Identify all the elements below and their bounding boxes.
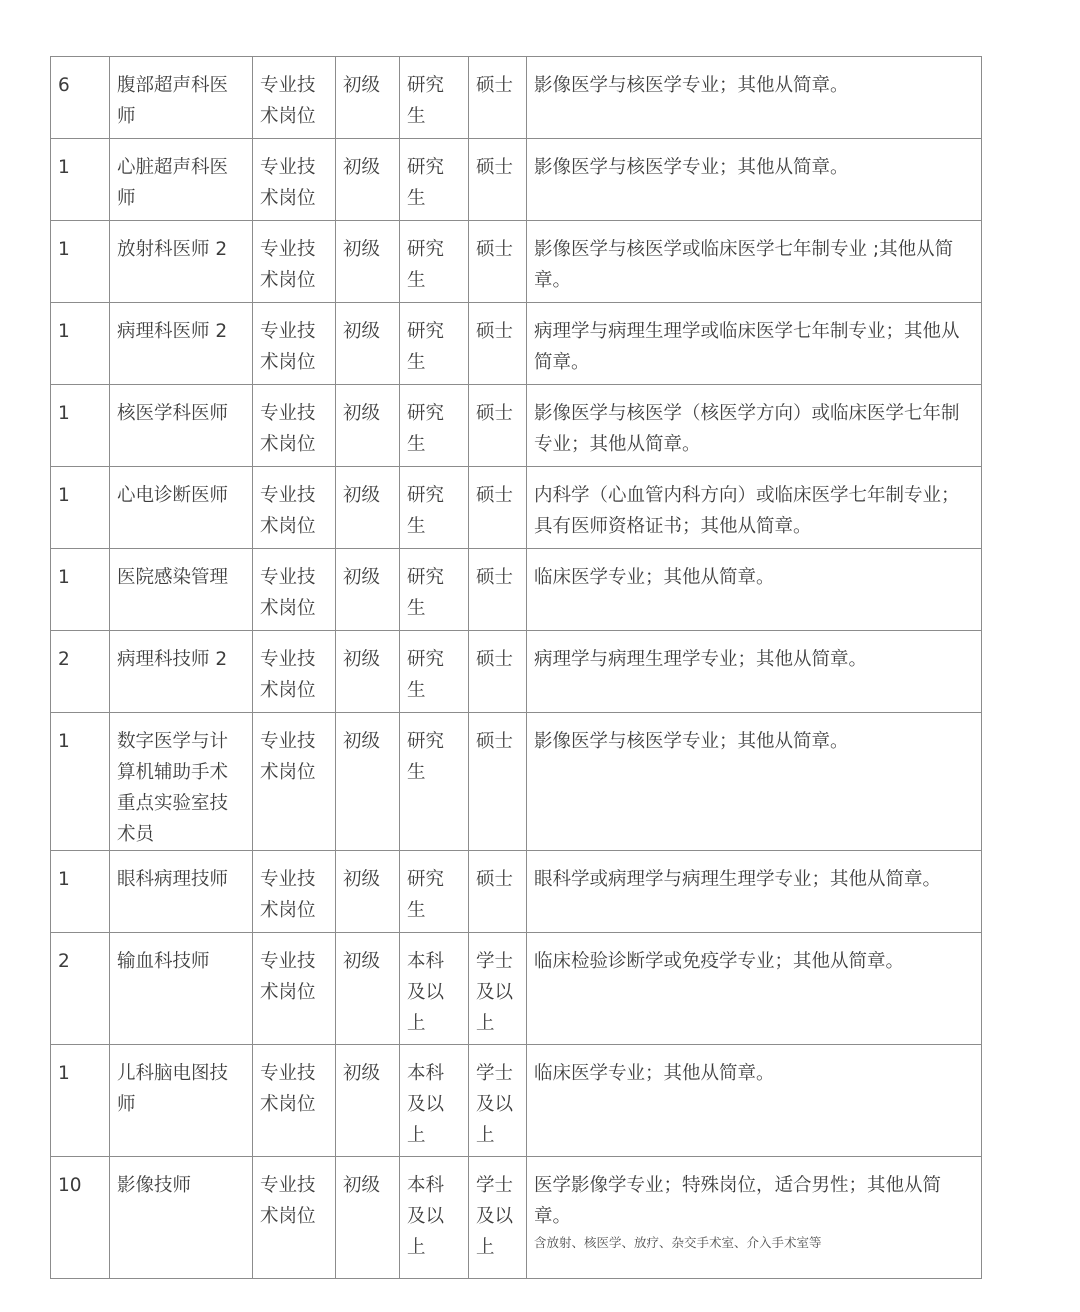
- table-row: [51, 303, 982, 385]
- cell-level: 初级: [336, 851, 400, 933]
- cell-type: 专业技术岗位: [253, 1045, 336, 1157]
- cell-requirement: 影像医学与核医学专业；其他从简章。: [527, 713, 982, 851]
- cell-type: 专业技术岗位: [253, 303, 336, 385]
- cell-count: 1: [51, 549, 110, 631]
- cell-degree: 硕士: [469, 467, 527, 549]
- cell-type: 专业技术岗位: [253, 1157, 336, 1279]
- cell-count: 1: [51, 467, 110, 549]
- cell-level: 初级: [336, 549, 400, 631]
- cell-education: 研究生: [400, 713, 469, 851]
- cell-type: 专业技术岗位: [253, 385, 336, 467]
- cell-degree: 硕士: [469, 57, 527, 139]
- cell-degree: 硕士: [469, 303, 527, 385]
- cell-requirement: 影像医学与核医学专业；其他从简章。: [527, 139, 982, 221]
- cell-count: 1: [51, 851, 110, 933]
- cell-title: 儿科脑电图技师: [110, 1045, 253, 1157]
- cell-education: 研究生: [400, 303, 469, 385]
- table-row: [51, 385, 982, 467]
- recruitment-table-container: [50, 56, 981, 1279]
- cell-degree: 学士及以上: [469, 933, 527, 1045]
- cell-degree: 硕士: [469, 385, 527, 467]
- cell-title: 病理科技师 2: [110, 631, 253, 713]
- cell-level: 初级: [336, 631, 400, 713]
- table-row: [51, 57, 982, 139]
- cell-education: 研究生: [400, 631, 469, 713]
- cell-level: 初级: [336, 467, 400, 549]
- cell-degree: 硕士: [469, 631, 527, 713]
- cell-education: 研究生: [400, 467, 469, 549]
- cell-type: 专业技术岗位: [253, 221, 336, 303]
- cell-title: 心电诊断医师: [110, 467, 253, 549]
- cell-requirement: 影像医学与核医学或临床医学七年制专业 ;其他从简章。: [527, 221, 982, 303]
- cell-count: 2: [51, 631, 110, 713]
- cell-education: 本科及以上: [400, 933, 469, 1045]
- cell-degree: 硕士: [469, 713, 527, 851]
- cell-requirement: 病理学与病理生理学专业；其他从简章。: [527, 631, 982, 713]
- cell-requirement-note: 含放射、核医学、放疗、杂交手术室、介入手术室等: [534, 1235, 822, 1250]
- cell-level: 初级: [336, 303, 400, 385]
- cell-title: 医院感染管理: [110, 549, 253, 631]
- table-row: [51, 631, 982, 713]
- table-row: [51, 467, 982, 549]
- table-row: [51, 221, 982, 303]
- cell-requirement: 影像医学与核医学专业；其他从简章。: [527, 57, 982, 139]
- cell-level: 初级: [336, 713, 400, 851]
- cell-level: 初级: [336, 933, 400, 1045]
- cell-type: 专业技术岗位: [253, 631, 336, 713]
- cell-education: 研究生: [400, 57, 469, 139]
- cell-level: 初级: [336, 385, 400, 467]
- cell-count: 1: [51, 303, 110, 385]
- cell-count: 1: [51, 385, 110, 467]
- cell-count: 6: [51, 57, 110, 139]
- cell-level: 初级: [336, 1045, 400, 1157]
- cell-count: 1: [51, 139, 110, 221]
- cell-requirement: 医学影像学专业；特殊岗位，适合男性；其他从简章。: [534, 1175, 942, 1227]
- cell-requirement: 病理学与病理生理学或临床医学七年制专业；其他从简章。: [527, 303, 982, 385]
- cell-level: 初级: [336, 221, 400, 303]
- cell-education: 研究生: [400, 851, 469, 933]
- cell-type: 专业技术岗位: [253, 713, 336, 851]
- cell-count: 10: [51, 1157, 110, 1279]
- cell-title: 核医学科医师: [110, 385, 253, 467]
- cell-title: 心脏超声科医师: [110, 139, 253, 221]
- cell-requirement-with-note: [527, 1157, 982, 1279]
- cell-degree: 硕士: [469, 549, 527, 631]
- cell-degree: 学士及以上: [469, 1157, 527, 1279]
- cell-title: 输血科技师: [110, 933, 253, 1045]
- cell-count: 1: [51, 221, 110, 303]
- cell-degree: 硕士: [469, 221, 527, 303]
- cell-type: 专业技术岗位: [253, 467, 336, 549]
- table-row: [51, 713, 982, 851]
- cell-requirement: 临床医学专业；其他从简章。: [527, 549, 982, 631]
- cell-title: 腹部超声科医师: [110, 57, 253, 139]
- table-row: [51, 139, 982, 221]
- cell-level: 初级: [336, 1157, 400, 1279]
- cell-requirement: 临床检验诊断学或免疫学专业；其他从简章。: [527, 933, 982, 1045]
- cell-education: 研究生: [400, 549, 469, 631]
- cell-level: 初级: [336, 139, 400, 221]
- cell-education: 本科及以上: [400, 1157, 469, 1279]
- cell-title: 病理科医师 2: [110, 303, 253, 385]
- table-row: [51, 549, 982, 631]
- cell-type: 专业技术岗位: [253, 139, 336, 221]
- cell-degree: 学士及以上: [469, 1045, 527, 1157]
- cell-education: 本科及以上: [400, 1045, 469, 1157]
- cell-requirement: 眼科学或病理学与病理生理学专业；其他从简章。: [527, 851, 982, 933]
- cell-requirement: 影像医学与核医学（核医学方向）或临床医学七年制专业；其他从简章。: [527, 385, 982, 467]
- cell-level: 初级: [336, 57, 400, 139]
- table-row: [51, 933, 982, 1045]
- cell-education: 研究生: [400, 139, 469, 221]
- cell-title: 放射科医师 2: [110, 221, 253, 303]
- cell-type: 专业技术岗位: [253, 57, 336, 139]
- cell-education: 研究生: [400, 385, 469, 467]
- cell-count: 1: [51, 713, 110, 851]
- cell-degree: 硕士: [469, 851, 527, 933]
- cell-title: 影像技师: [110, 1157, 253, 1279]
- table-row: [51, 1045, 982, 1157]
- table-row: [51, 1157, 982, 1279]
- cell-requirement: 内科学（心血管内科方向）或临床医学七年制专业；具有医师资格证书；其他从简章。: [527, 467, 982, 549]
- cell-type: 专业技术岗位: [253, 549, 336, 631]
- cell-count: 2: [51, 933, 110, 1045]
- cell-degree: 硕士: [469, 139, 527, 221]
- recruitment-table: [50, 56, 982, 1279]
- cell-count: 1: [51, 1045, 110, 1157]
- cell-requirement: 临床医学专业；其他从简章。: [527, 1045, 982, 1157]
- cell-type: 专业技术岗位: [253, 851, 336, 933]
- cell-title: 眼科病理技师: [110, 851, 253, 933]
- cell-type: 专业技术岗位: [253, 933, 336, 1045]
- table-row: [51, 851, 982, 933]
- cell-education: 研究生: [400, 221, 469, 303]
- cell-title: 数字医学与计算机辅助手术重点实验室技术员: [110, 713, 253, 851]
